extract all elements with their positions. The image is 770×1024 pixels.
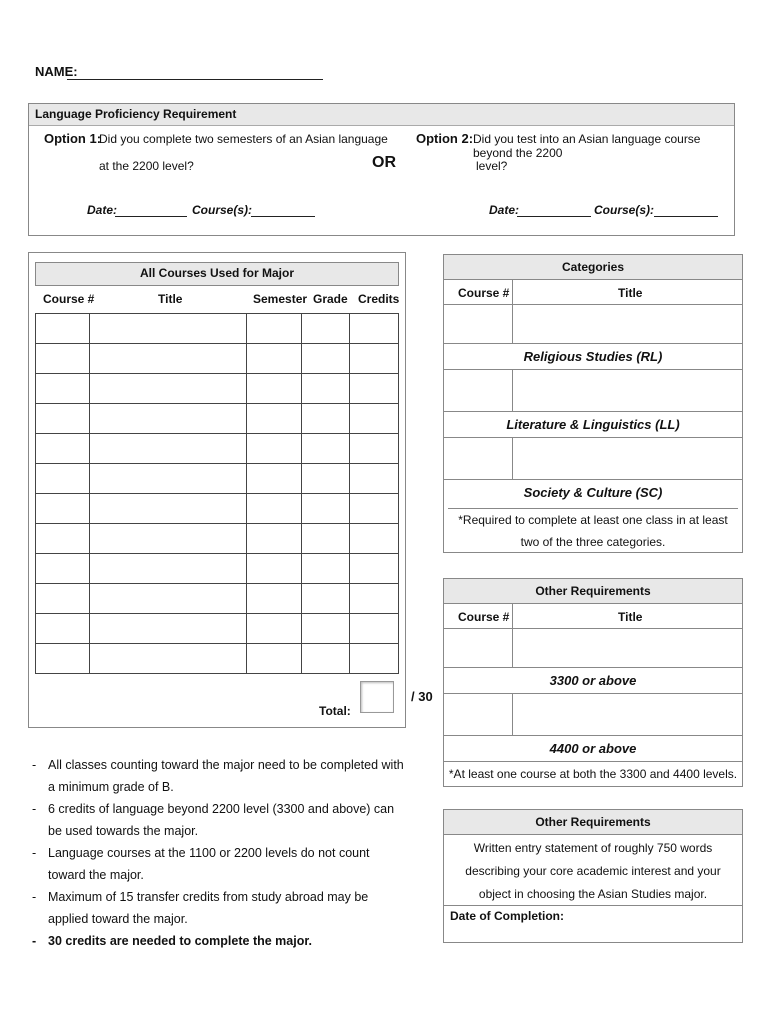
semester-cell[interactable] — [247, 644, 302, 674]
total-label: Total: — [319, 704, 351, 718]
grade-cell[interactable] — [302, 554, 350, 584]
grade-cell[interactable] — [302, 644, 350, 674]
credits-cell[interactable] — [350, 644, 399, 674]
semester-cell[interactable] — [247, 434, 302, 464]
notes-list — [30, 754, 405, 952]
other1-header: Other Requirements — [444, 579, 742, 604]
course-row — [36, 464, 399, 494]
course-row — [36, 524, 399, 554]
language-header-bar — [29, 104, 734, 126]
categories-vline — [512, 369, 513, 411]
or-label: OR — [372, 154, 396, 171]
title-cell[interactable] — [90, 644, 247, 674]
title-cell[interactable] — [90, 434, 247, 464]
other-requirements-box-2 — [443, 809, 743, 943]
grade-cell[interactable] — [302, 374, 350, 404]
course-row — [36, 314, 399, 344]
grade-cell[interactable] — [302, 404, 350, 434]
other1-col-title: Title — [618, 610, 643, 624]
courses-header: All Courses Used for Major — [139, 266, 295, 280]
option1-date-field[interactable] — [115, 216, 187, 217]
name-field[interactable] — [67, 79, 323, 80]
course-row — [36, 644, 399, 674]
semester-cell[interactable] — [247, 494, 302, 524]
semester-cell[interactable] — [247, 614, 302, 644]
categories-box — [443, 254, 743, 553]
semester-cell[interactable] — [247, 554, 302, 584]
course-number-cell[interactable] — [36, 584, 90, 614]
other1-col-course: Course # — [458, 610, 510, 624]
note-item: - Language courses at the 1100 or 2200 levels do not count toward the major. — [30, 842, 405, 886]
categories-divider — [444, 304, 742, 305]
semester-cell[interactable] — [247, 404, 302, 434]
course-row — [36, 494, 399, 524]
category-divider — [444, 369, 742, 370]
credits-cell[interactable] — [350, 374, 399, 404]
course-number-cell[interactable] — [36, 404, 90, 434]
title-cell[interactable] — [90, 404, 247, 434]
completion-label: Date of Completion: — [450, 909, 564, 923]
note-item: - All classes counting toward the major need to be completed with a minimum grade of B. — [30, 754, 405, 798]
categories-vline — [512, 437, 513, 479]
title-cell[interactable] — [90, 614, 247, 644]
option1-courses-field[interactable] — [251, 216, 315, 217]
categories-col-title: Title — [618, 286, 643, 300]
name-label: NAME: — [35, 64, 78, 79]
course-row — [36, 374, 399, 404]
note-item: - 6 credits of language beyond 2200 level (3300 and above) can be used towards the major. — [30, 798, 405, 842]
course-number-cell[interactable] — [36, 374, 90, 404]
course-row — [36, 434, 399, 464]
note-item: - 30 credits are needed to complete the major. — [30, 930, 405, 952]
other1-3300-label: 3300 or above — [444, 667, 742, 694]
course-row — [36, 344, 399, 374]
course-row — [36, 584, 399, 614]
category-literature-linguistics: Literature & Linguistics (LL) — [444, 411, 742, 438]
option1-label: Option 1: — [44, 131, 102, 146]
categories-vline — [512, 279, 513, 343]
credits-cell[interactable] — [350, 524, 399, 554]
other-requirements-box-1 — [443, 578, 743, 787]
course-number-cell[interactable] — [36, 314, 90, 344]
course-number-cell[interactable] — [36, 644, 90, 674]
semester-cell[interactable] — [247, 464, 302, 494]
total-suffix: / 30 — [411, 689, 433, 704]
title-cell[interactable] — [90, 464, 247, 494]
credits-cell[interactable] — [350, 314, 399, 344]
categories-note: *Required to complete at least one class in at least two of the three categories. — [448, 508, 738, 553]
semester-cell[interactable] — [247, 344, 302, 374]
other1-vline — [512, 603, 513, 667]
course-number-cell[interactable] — [36, 524, 90, 554]
title-cell[interactable] — [90, 344, 247, 374]
other1-divider — [444, 693, 742, 694]
option2-label: Option 2: — [416, 131, 474, 146]
course-number-cell[interactable] — [36, 614, 90, 644]
credits-cell[interactable] — [350, 554, 399, 584]
col-semester: Semester — [253, 292, 308, 306]
grade-cell[interactable] — [302, 584, 350, 614]
other1-4400-label: 4400 or above — [444, 735, 742, 762]
note-item: - Maximum of 15 transfer credits from study abroad may be applied toward the major. — [30, 886, 405, 930]
other1-vline — [512, 693, 513, 735]
col-course-number: Course # — [43, 292, 95, 306]
title-cell[interactable] — [90, 584, 247, 614]
col-title: Title — [158, 292, 183, 306]
other2-header: Other Requirements — [444, 810, 742, 835]
language-header: Language Proficiency Requirement — [35, 107, 237, 121]
credits-cell[interactable] — [350, 614, 399, 644]
option1-date-label: Date: — [87, 203, 118, 217]
credits-cell[interactable] — [350, 494, 399, 524]
grade-cell[interactable] — [302, 434, 350, 464]
semester-cell[interactable] — [247, 314, 302, 344]
credits-cell[interactable] — [350, 344, 399, 374]
categories-col-course: Course # — [458, 286, 510, 300]
credits-cell[interactable] — [350, 584, 399, 614]
other1-note: *At least one course at both the 3300 and 4400 levels. — [444, 761, 742, 786]
categories-header: Categories — [444, 255, 742, 280]
grade-cell[interactable] — [302, 494, 350, 524]
grade-cell[interactable] — [302, 314, 350, 344]
courses-header-bar — [35, 262, 399, 286]
category-religious-studies: Religious Studies (RL) — [444, 343, 742, 370]
course-row — [36, 614, 399, 644]
credits-cell[interactable] — [350, 434, 399, 464]
other2-divider — [444, 905, 742, 906]
option2-date-label: Date: — [489, 203, 520, 217]
language-proficiency-box — [28, 103, 735, 236]
courses-box — [28, 252, 406, 728]
credits-cell[interactable] — [350, 464, 399, 494]
grade-cell[interactable] — [302, 614, 350, 644]
option2-question-line1: Did you test into an Asian language course beyond the 2200 — [473, 132, 701, 160]
course-table — [35, 313, 399, 674]
credits-cell[interactable] — [350, 404, 399, 434]
notes-list-container — [30, 754, 405, 952]
title-cell[interactable] — [90, 494, 247, 524]
course-row — [36, 554, 399, 584]
other2-text: Written entry statement of roughly 750 words describing your core academic interest and your object in choosing the Asian Studies major. — [465, 841, 721, 901]
title-cell[interactable] — [90, 314, 247, 344]
course-number-cell[interactable] — [36, 434, 90, 464]
grade-cell[interactable] — [302, 524, 350, 554]
col-grade: Grade — [313, 292, 348, 306]
semester-cell[interactable] — [247, 584, 302, 614]
other1-divider — [444, 628, 742, 629]
title-cell[interactable] — [90, 374, 247, 404]
course-number-cell[interactable] — [36, 494, 90, 524]
semester-cell[interactable] — [247, 524, 302, 554]
course-row — [36, 404, 399, 434]
option1-question-line1: Did you complete two semesters of an Asian language — [99, 132, 388, 146]
title-cell[interactable] — [90, 554, 247, 584]
semester-cell[interactable] — [247, 374, 302, 404]
course-number-cell[interactable] — [36, 464, 90, 494]
course-number-cell[interactable] — [36, 554, 90, 584]
option2-question-line2: level? — [476, 159, 508, 173]
option1-courses-label: Course(s): — [192, 203, 253, 217]
course-number-cell[interactable] — [36, 344, 90, 374]
option2-courses-field[interactable] — [654, 216, 718, 217]
option2-date-field[interactable] — [517, 216, 591, 217]
grade-cell[interactable] — [302, 344, 350, 374]
title-cell[interactable] — [90, 524, 247, 554]
category-divider — [444, 437, 742, 438]
col-credits: Credits — [358, 292, 400, 306]
option1-question-line2: at the 2200 level? — [99, 159, 194, 173]
grade-cell[interactable] — [302, 464, 350, 494]
option2-courses-label: Course(s): — [594, 203, 655, 217]
total-input[interactable] — [360, 681, 394, 713]
category-society-culture: Society & Culture (SC) — [444, 479, 742, 506]
